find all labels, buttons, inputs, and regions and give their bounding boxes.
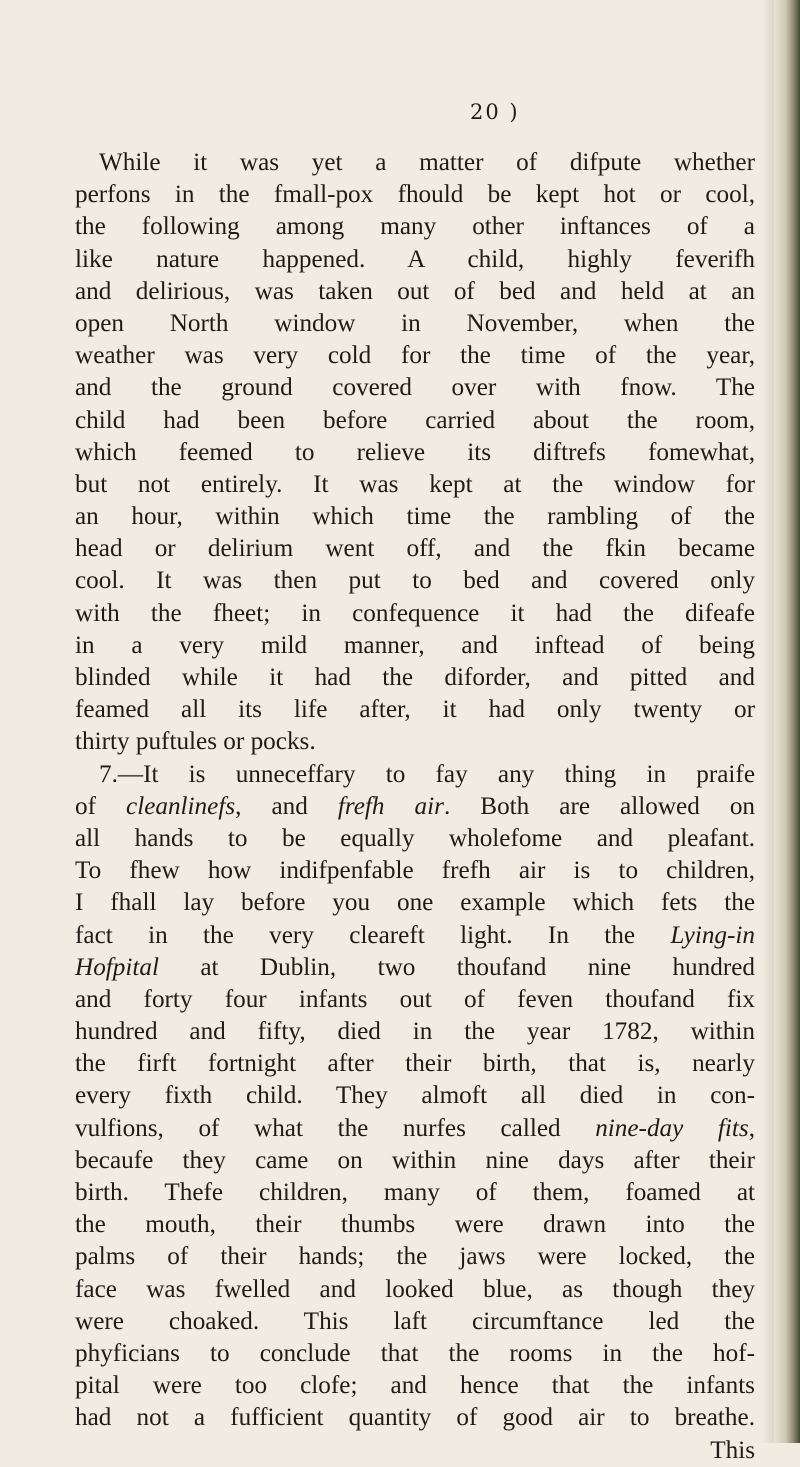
text-line: the mouth, their thumbs were drawn into the	[75, 1211, 755, 1239]
text-run: of	[75, 792, 127, 820]
text-line: To fhew how indifpenfable frefh air is to children,	[75, 857, 755, 885]
text-run: at Dublin, two thoufand nine hundred	[158, 953, 755, 981]
catchword: This	[710, 1436, 755, 1464]
page-number: 20 )	[470, 100, 520, 124]
body-text	[75, 147, 755, 1467]
text-line: in a very mild manner, and inftead of being	[75, 631, 755, 659]
italic-phrase: Hofpital	[75, 953, 159, 981]
text-line: but not entirely. It was kept at the window for	[75, 470, 755, 498]
text-run: ,	[748, 1114, 755, 1142]
italic-phrase: frefh air	[337, 792, 444, 820]
text-line: all hands to be equally wholefome and pleafant.	[75, 824, 755, 852]
text-line: which feemed to relieve its diftrefs fomewhat,	[75, 438, 755, 466]
text-line: and forty four infants out of feven thoufand fix	[75, 985, 755, 1013]
text-line: had not a fufficient quantity of good air to breathe.	[75, 1404, 755, 1432]
text-line: perfons in the fmall-pox fhould be kept hot or cool,	[75, 181, 755, 209]
text-line: thirty puftules or pocks.	[75, 728, 316, 756]
text-line: an hour, within which time the rambling of the	[75, 503, 755, 531]
text-line: hundred and fifty, died in the year 1782, within	[75, 1018, 755, 1046]
text-line: pital were too clofe; and hence that the infants	[75, 1372, 755, 1400]
text-line: and delirious, was taken out of bed and held at an	[75, 277, 755, 305]
italic-phrase: cleanlinefs	[126, 792, 236, 820]
text-line: phyficians to conclude that the rooms in the hof-	[75, 1339, 755, 1367]
text-run: , and	[235, 792, 338, 820]
text-line	[75, 952, 755, 984]
text-run: vulfions, of what the nurfes called	[75, 1114, 596, 1142]
text-line: face was fwelled and looked blue, as though they	[75, 1275, 755, 1303]
text-line: becaufe they came on within nine days after their	[75, 1146, 755, 1174]
text-line: While it was yet a matter of difpute whether	[99, 149, 755, 176]
text-line	[75, 920, 755, 952]
text-line: cool. It was then put to bed and covered only	[75, 567, 755, 595]
text-line: were choaked. This laft circumftance led the	[75, 1307, 755, 1335]
text-line: the following among many other inftances of a	[75, 213, 755, 241]
text-line: feamed all its life after, it had only twenty or	[75, 696, 755, 724]
text-line: weather was very cold for the time of the year,	[75, 342, 755, 370]
text-line: every fixth child. They almoft all died in con-	[75, 1082, 755, 1110]
page-shadow	[762, 0, 774, 1443]
text-line: and the ground covered over with fnow. The	[75, 374, 755, 402]
italic-phrase: Lying-in	[670, 921, 755, 949]
page-edge	[774, 0, 800, 1443]
text-line: head or delirium went off, and the fkin became	[75, 535, 755, 563]
text-line	[75, 1113, 755, 1145]
text-line: the firft fortnight after their birth, that is, nearly	[75, 1050, 755, 1078]
text-line: birth. Thefe children, many of them, foamed at	[75, 1179, 755, 1206]
text-line	[75, 791, 755, 823]
text-run: fact in the very cleareft light. In the	[75, 921, 671, 949]
text-line: like nature happened. A child, highly feverifh	[75, 245, 755, 273]
text-line: open North window in November, when the	[75, 309, 755, 337]
text-line: 7.—It is unneceffary to fay any thing in praife	[99, 760, 755, 788]
italic-phrase: nine-day fits	[595, 1114, 749, 1142]
text-line: palms of their hands; the jaws were locked, the	[75, 1243, 755, 1271]
text-run: . Both are allowed on	[443, 792, 756, 820]
text-line: blinded while it had the diforder, and pitted and	[75, 664, 755, 691]
text-line: I fhall lay before you one example which fets the	[75, 889, 755, 917]
text-line: child had been before carried about the room,	[75, 406, 755, 434]
text-line: with the fheet; in confequence it had the difeafe	[75, 599, 755, 627]
